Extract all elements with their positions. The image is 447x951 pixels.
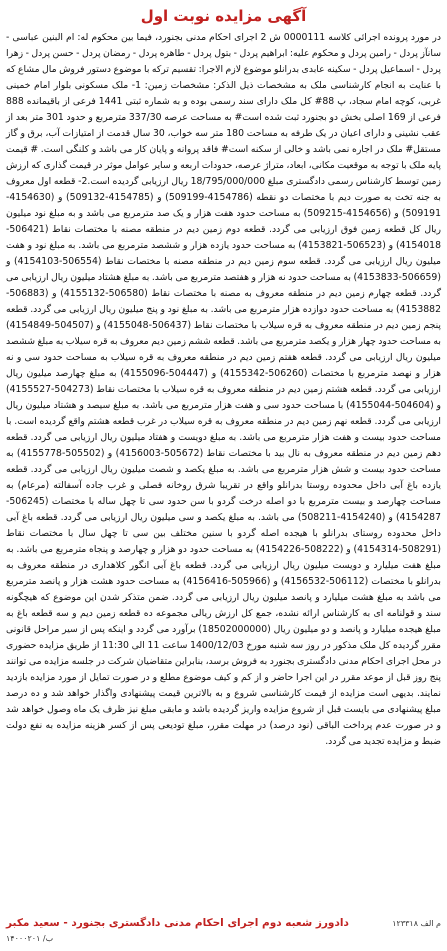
notice-body: در مورد پرونده اجرائی کلاسه 0000111 ش 2 اجرای احکام مدنی بجنورد، فیما بین محکوم له: ام البنین عباسی - سانآز پردل - رامین پردل و محکوم علیه: ابراهیم پردل - بتول پردل - طاهره پردل - رمضان پردل - حسن پردل - زهرا پردل - اسماعیل پردل - سکینه عابدی بدرانلو موضوع لازم الاجرا: تقسیم ترکه با موضوع دستور فروش مال مشاع که با عنایت به انجام کارشناسی ملک به مشخصات ذیل الذکر: مشخصات زمین: 1- ملک مسکونی بلوار امام خمینی غربی، کوچه امام سجاد، پ 88# کل ملک دارای سند رسمی بوده و به شماره ثبتی 1441 فرعی از باقیمانده 888 فرعی از 169 اصلی بخش دو بجنورد ثبت شده است# به مساحت عرصه 337/30 مترمربع و حدود 301 متر بعد از عقب نشینی و دارای اعیان در یک طرفه به مساحت 180 متر سه خواب، 30 سال قدمت از امتیازات آب، برق و گاز مستقل# ملک در اجاره نمی باشد و خالی از سکنه است# فاقد پروانه و پایان کار می باشد و کلنگی است. # قیمت پایه ملک با توجه به موقعیت مکانی، ابعاد، متراژ عرصه، حدودات اربعه و سایر عوامل موثر در قیمت گذاری که ارزش زمین توسط کارشناس رسمی دادگستری مبلغ 18/795/000/000 ریال ارزیابی گردیده است.2- قطعه اول معروف به جنه تخت به صورت دیم با مختصات دو نقطه (4154786-509199) و (4154785-509132) و (4154630-509191) و (4154656-509215) به مساحت حدود هفت هزار و یک صد مترمربع می باشد و به مبلغ نود میلیون ریال کل قطعه زمین فوق ارزیابی می گردد. قطعه دوم زمین دیم در منطقه مصنه با مختصات نقاط (506421-4154018) و (506523-4153821) به مساحت حدود یازده هزار و ششصد مترمربع می باشد. به مبلغ نود و هفت میلیون ریال ارزیابی می گردد. قطعه سوم زمین دیم در منطقه مصنه با مختصات نقاط (506554-4154103) و (506659-4153833) به مساحت حدود نه هزار و هفتصد مترمربع می باشد. به مبلغ هشتاد میلیون ریال ارزیابی می گردد. قطعه چهارم زمین دیم در منطقه معروف به مصنه با مختصات نقاط (506580-4155132) و (506883-4153882) به مساحت حدود دوازده هزار مترمربع می باشد. به مبلغ نود و پنج میلیون ریال ارزیابی می گردد. قطعه پنجم زمین دیم در منطقه معروف به قره سیلاب با مختصات نقاط (506437-4155048) و (504507-4154849) به مساحت حدود چهار هزار و یکصد مترمربع می باشد. قطعه ششم زمین دیم معروف به قره سیلاب به مبلغ ششصد میلیون ریال ارزیابی می گردد. قطعه هفتم زمین دیم در منطقه معروف به قره سیلاب به مساحت حدود سی و نه هزار و نهصد مترمربع با مختصات (506260-4155342) و (504447-4155096) به مبلغ چهارصد میلیون ریال ارزیابی می گردد. قطعه هشتم زمین دیم در منطقه معروف به قره سیلاب با مختصات نقاط (504273-4155527) و (504604-4155044) با مساحت حدود سی و هفت هزار مترمربع می باشد. به مبلغ سیصد و هشتاد میلیون ریال ارزیابی می گردد. قطعه نهم زمین دیم در منطقه معروف به قره سیلاب در غرب قطعه هشتم واقع گردیده است. با مساحت حدود بیست و هفت هزار مترمربع می باشد. به مبلغ دویست و هفتاد میلیون ریال ارزیابی می گردد. قطعه دهم زمین دیم در منطقه معروف به نال بید با مختصات نقاط (505672-4156003) و (505502-4155778) به مساحت حدود بیست و شش هزار مترمربع می باشد. به مبلغ یکصد و شصت میلیون ریال ارزیابی می گردد. قطعه یازده باغ آبی داخل محدوده روستا بدرانلو واقع در تقریبا شرق روخانه فصلی و غرب جاده آسفالته (مرعام) به مساحت چهارصد و بیست مترمربع با دو اصله درخت گردو با سن حدود سی تا چهل ساله با مختصات (506245-4154287) و (4154240-508211) می باشد. به مبلغ یکصد و سی میلیون ریال ارزیابی می گردد. قطعه باغ آبی داخل محدوده روستای بدرانلو با هیجده اصله گردو با سنین مختلف بین سی تا چهل سال با مختصات نقاط (508291-4154314) و (508222-4154226) به مساحت حدود دو هزار و چهارصد و پنجاه مترمربع می باشد. به مبلغ هفت میلیارد و دویست میلیون ریال ارزیابی می گردد. قطعه باغ آبی انگور کلاهداری در منطقه معروف به بدرانلو با مختصات (506112-4156532) و (505966-4156416) به مساحت حدود هشت هزار و پانصد مترمربع می باشد به مبلغ هشت میلیارد و پانصد میلیون ریال ارزیابی می گردد. ضمن متذکر شدن این موضوع که هیچگونه سند و قولنامه ای به کارشناس ارائه نشده، جمع کل ارزش ریالی مجموعه ده قطعه زمین دیم و سه قطعه باغ به مبلغ هیجده میلیارد و پانصد و دو میلیون ریال (18502000000) برآورد می گردد و اینکه پس از سیر مراحل قانونی مقرر گردیده کل ملک مذکور در روز سه شنبه مورخ 1400/12/03 ساعت 11 الی 11:30 از طریق مزایده حضوری در محل اجرای احکام مدنی دادگستری بجنورد به فروش برسد، بنابراین متقاضیان شرکت در جلسه مزایده می توانند پنج روز قبل از موعد مقرر در این اجرا حاضر و از کم و کیف موضوع مطلع و در صورت تمایل از مورد مزایده بازدید نمایند. بدیهی است مزایده از قیمت کارشناسی شروع و به بالاترین قیمت پیشنهادی واگذار خواهد شد و ده درصد مبلغ پیشنهادی می بایست قبل از شروع مزایده واریز گردیده باشد و مابقی مبلغ نیز ظرف یک ماه وصول خواهد شد و در صورت عدم پرداخت الباقی (نود درصد) در مهلت مقرر، مبلغ تودیعی پس از کسر هزینه مزایده به نفع دولت ضبط و مزایده تجدید می گردد. (6, 32, 442, 747)
notice-footer (6, 915, 441, 931)
notice-title: آگهی مزایده نوبت اول (140, 7, 307, 25)
notice-ref: ۱۴۰۰۰۲۰۱ /ب (6, 934, 54, 943)
notice-code: م الف ۱۲۳۳۱۸ (392, 918, 441, 928)
notice-issuer: دادورز شعبه دوم اجرای احکام مدنی دادگستری بجنورد - سعید مکبر (6, 917, 349, 929)
